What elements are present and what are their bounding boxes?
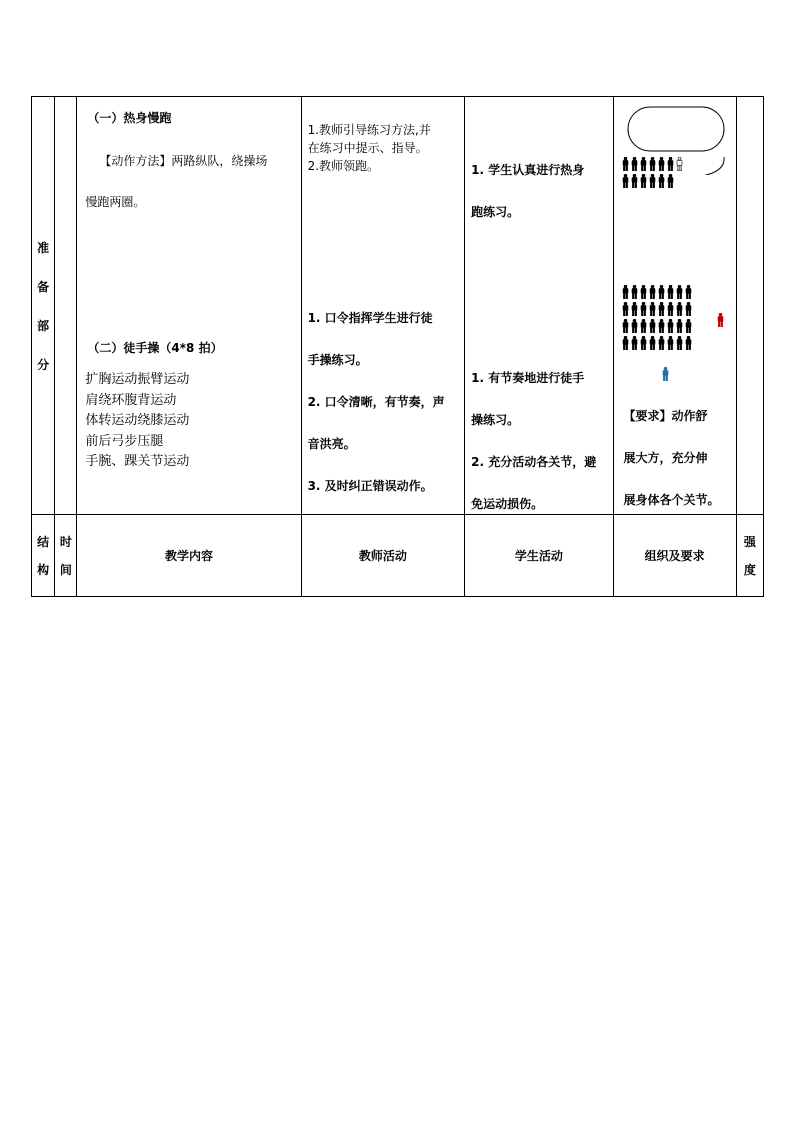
part1-method-line2: 慢跑两圈。 bbox=[85, 195, 146, 209]
exercise-formation bbox=[622, 285, 694, 350]
person-icon bbox=[676, 302, 683, 316]
student-line: 免运动损伤。 bbox=[471, 497, 544, 511]
teacher-line: 1. 口令指挥学生进行徒 bbox=[307, 311, 433, 325]
person-icon bbox=[676, 157, 683, 171]
intensity-header bbox=[736, 515, 763, 597]
exercise-item: 体转运动绕膝运动 bbox=[85, 413, 190, 428]
person-icon bbox=[622, 336, 629, 350]
student-line: 操练习。 bbox=[471, 413, 520, 427]
lesson-plan-table bbox=[31, 96, 764, 597]
organization-cell bbox=[613, 97, 736, 515]
person-icon bbox=[676, 336, 683, 350]
teacher-line: 在练习中提示、指导。 bbox=[307, 141, 428, 155]
person-icon bbox=[658, 336, 665, 350]
person-icon bbox=[667, 157, 674, 171]
person-icon bbox=[640, 174, 647, 188]
person-icon bbox=[649, 302, 656, 316]
person-icon bbox=[717, 313, 724, 327]
person-icon bbox=[631, 302, 638, 316]
structure-header bbox=[32, 515, 55, 597]
person-icon bbox=[658, 285, 665, 299]
person-icon bbox=[649, 174, 656, 188]
person-icon bbox=[667, 302, 674, 316]
section-char: 分 bbox=[37, 357, 50, 372]
section-char: 备 bbox=[37, 279, 50, 294]
person-icon bbox=[658, 174, 665, 188]
part1-method-line1: 【动作方法】两路纵队，绕操场 bbox=[99, 154, 268, 168]
header-char: 构 bbox=[37, 562, 50, 577]
student-block-1 bbox=[471, 149, 584, 233]
section-cell bbox=[32, 97, 55, 515]
person-icon bbox=[640, 319, 647, 333]
person-icon bbox=[685, 319, 692, 333]
exercise-list bbox=[85, 370, 189, 473]
person-icon bbox=[631, 336, 638, 350]
person-icon bbox=[622, 319, 629, 333]
person-icon bbox=[622, 302, 629, 316]
person-icon bbox=[685, 302, 692, 316]
person-icon bbox=[649, 157, 656, 171]
teacher-block-2 bbox=[308, 297, 445, 507]
student-block-2 bbox=[471, 357, 596, 525]
person-icon bbox=[631, 319, 638, 333]
time-header bbox=[55, 515, 77, 597]
person-icon bbox=[667, 319, 674, 333]
student-line: 1. 有节奏地进行徒手 bbox=[471, 371, 585, 385]
person-icon bbox=[658, 302, 665, 316]
person-icon bbox=[649, 319, 656, 333]
teacher-block-1 bbox=[308, 121, 431, 175]
time-cell bbox=[55, 97, 77, 515]
exercise-item: 肩绕环腹背运动 bbox=[85, 392, 177, 408]
person-icon bbox=[631, 285, 638, 299]
person-icon bbox=[676, 285, 683, 299]
person-icon bbox=[622, 285, 629, 299]
part2-title: （二）徒手操（4*8 拍） bbox=[87, 341, 223, 355]
teacher-cell bbox=[301, 97, 465, 515]
section-char: 准 bbox=[37, 240, 50, 255]
teacher-line: 手操练习。 bbox=[307, 353, 368, 367]
student-line: 2. 充分活动各关节，避 bbox=[471, 455, 597, 469]
person-icon bbox=[658, 319, 665, 333]
teacher-line: 2. 口令清晰，有节奏，声 bbox=[307, 395, 445, 409]
teacher-line: 2.教师领跑。 bbox=[307, 159, 380, 173]
header-char: 结 bbox=[37, 534, 50, 549]
exercise-item: 手腕、踝关节运动 bbox=[85, 454, 190, 469]
person-icon bbox=[667, 336, 674, 350]
content-cell bbox=[77, 97, 301, 515]
requirement-line: 展身体各个关节。 bbox=[623, 493, 720, 507]
track-oval bbox=[628, 107, 724, 151]
header-row bbox=[32, 515, 764, 597]
exercise-item: 前后弓步压腿 bbox=[85, 433, 164, 449]
person-icon bbox=[667, 285, 674, 299]
content-header: 教学内容 bbox=[77, 515, 301, 597]
person-icon bbox=[649, 285, 656, 299]
route-curve bbox=[692, 157, 724, 175]
person-icon bbox=[631, 157, 638, 171]
student-cell bbox=[465, 97, 613, 515]
person-icon bbox=[631, 174, 638, 188]
teacher-line: 音洪亮。 bbox=[307, 437, 356, 451]
part1-title: （一）热身慢跑 bbox=[87, 111, 172, 125]
person-icon bbox=[658, 157, 665, 171]
person-icon bbox=[640, 302, 647, 316]
header-char: 强 bbox=[743, 534, 756, 549]
section-char: 部 bbox=[37, 318, 50, 333]
person-icon bbox=[685, 285, 692, 299]
header-char: 间 bbox=[59, 562, 72, 577]
teacher-line: 3. 及时纠正错误动作。 bbox=[307, 479, 433, 493]
person-icon bbox=[685, 336, 692, 350]
person-icon bbox=[622, 157, 629, 171]
teacher-figure-red bbox=[717, 313, 724, 330]
person-icon bbox=[640, 285, 647, 299]
person-icon bbox=[667, 174, 674, 188]
exercise-item: 扩胸运动振臂运动 bbox=[85, 372, 190, 387]
requirement-block bbox=[624, 395, 734, 521]
person-icon bbox=[640, 157, 647, 171]
person-icon bbox=[676, 319, 683, 333]
warmup-formation bbox=[622, 157, 685, 188]
preparation-row bbox=[32, 97, 764, 515]
person-icon bbox=[640, 336, 647, 350]
teacher-header: 教师活动 bbox=[301, 515, 465, 597]
person-icon bbox=[649, 336, 656, 350]
requirement-line: 【要求】动作舒 bbox=[623, 409, 708, 423]
teacher-figure-blue bbox=[662, 367, 669, 384]
requirement-line: 展大方，充分伸 bbox=[623, 451, 708, 465]
person-icon bbox=[622, 174, 629, 188]
person-icon bbox=[662, 367, 669, 381]
student-header: 学生活动 bbox=[465, 515, 613, 597]
header-char: 时 bbox=[59, 534, 72, 549]
student-line: 跑练习。 bbox=[471, 205, 520, 219]
teacher-line: 1.教师引导练习方法,并 bbox=[307, 123, 431, 137]
student-line: 1. 学生认真进行热身 bbox=[471, 163, 585, 177]
header-char: 度 bbox=[743, 562, 756, 577]
organization-header: 组织及要求 bbox=[613, 515, 736, 597]
intensity-cell bbox=[736, 97, 763, 515]
